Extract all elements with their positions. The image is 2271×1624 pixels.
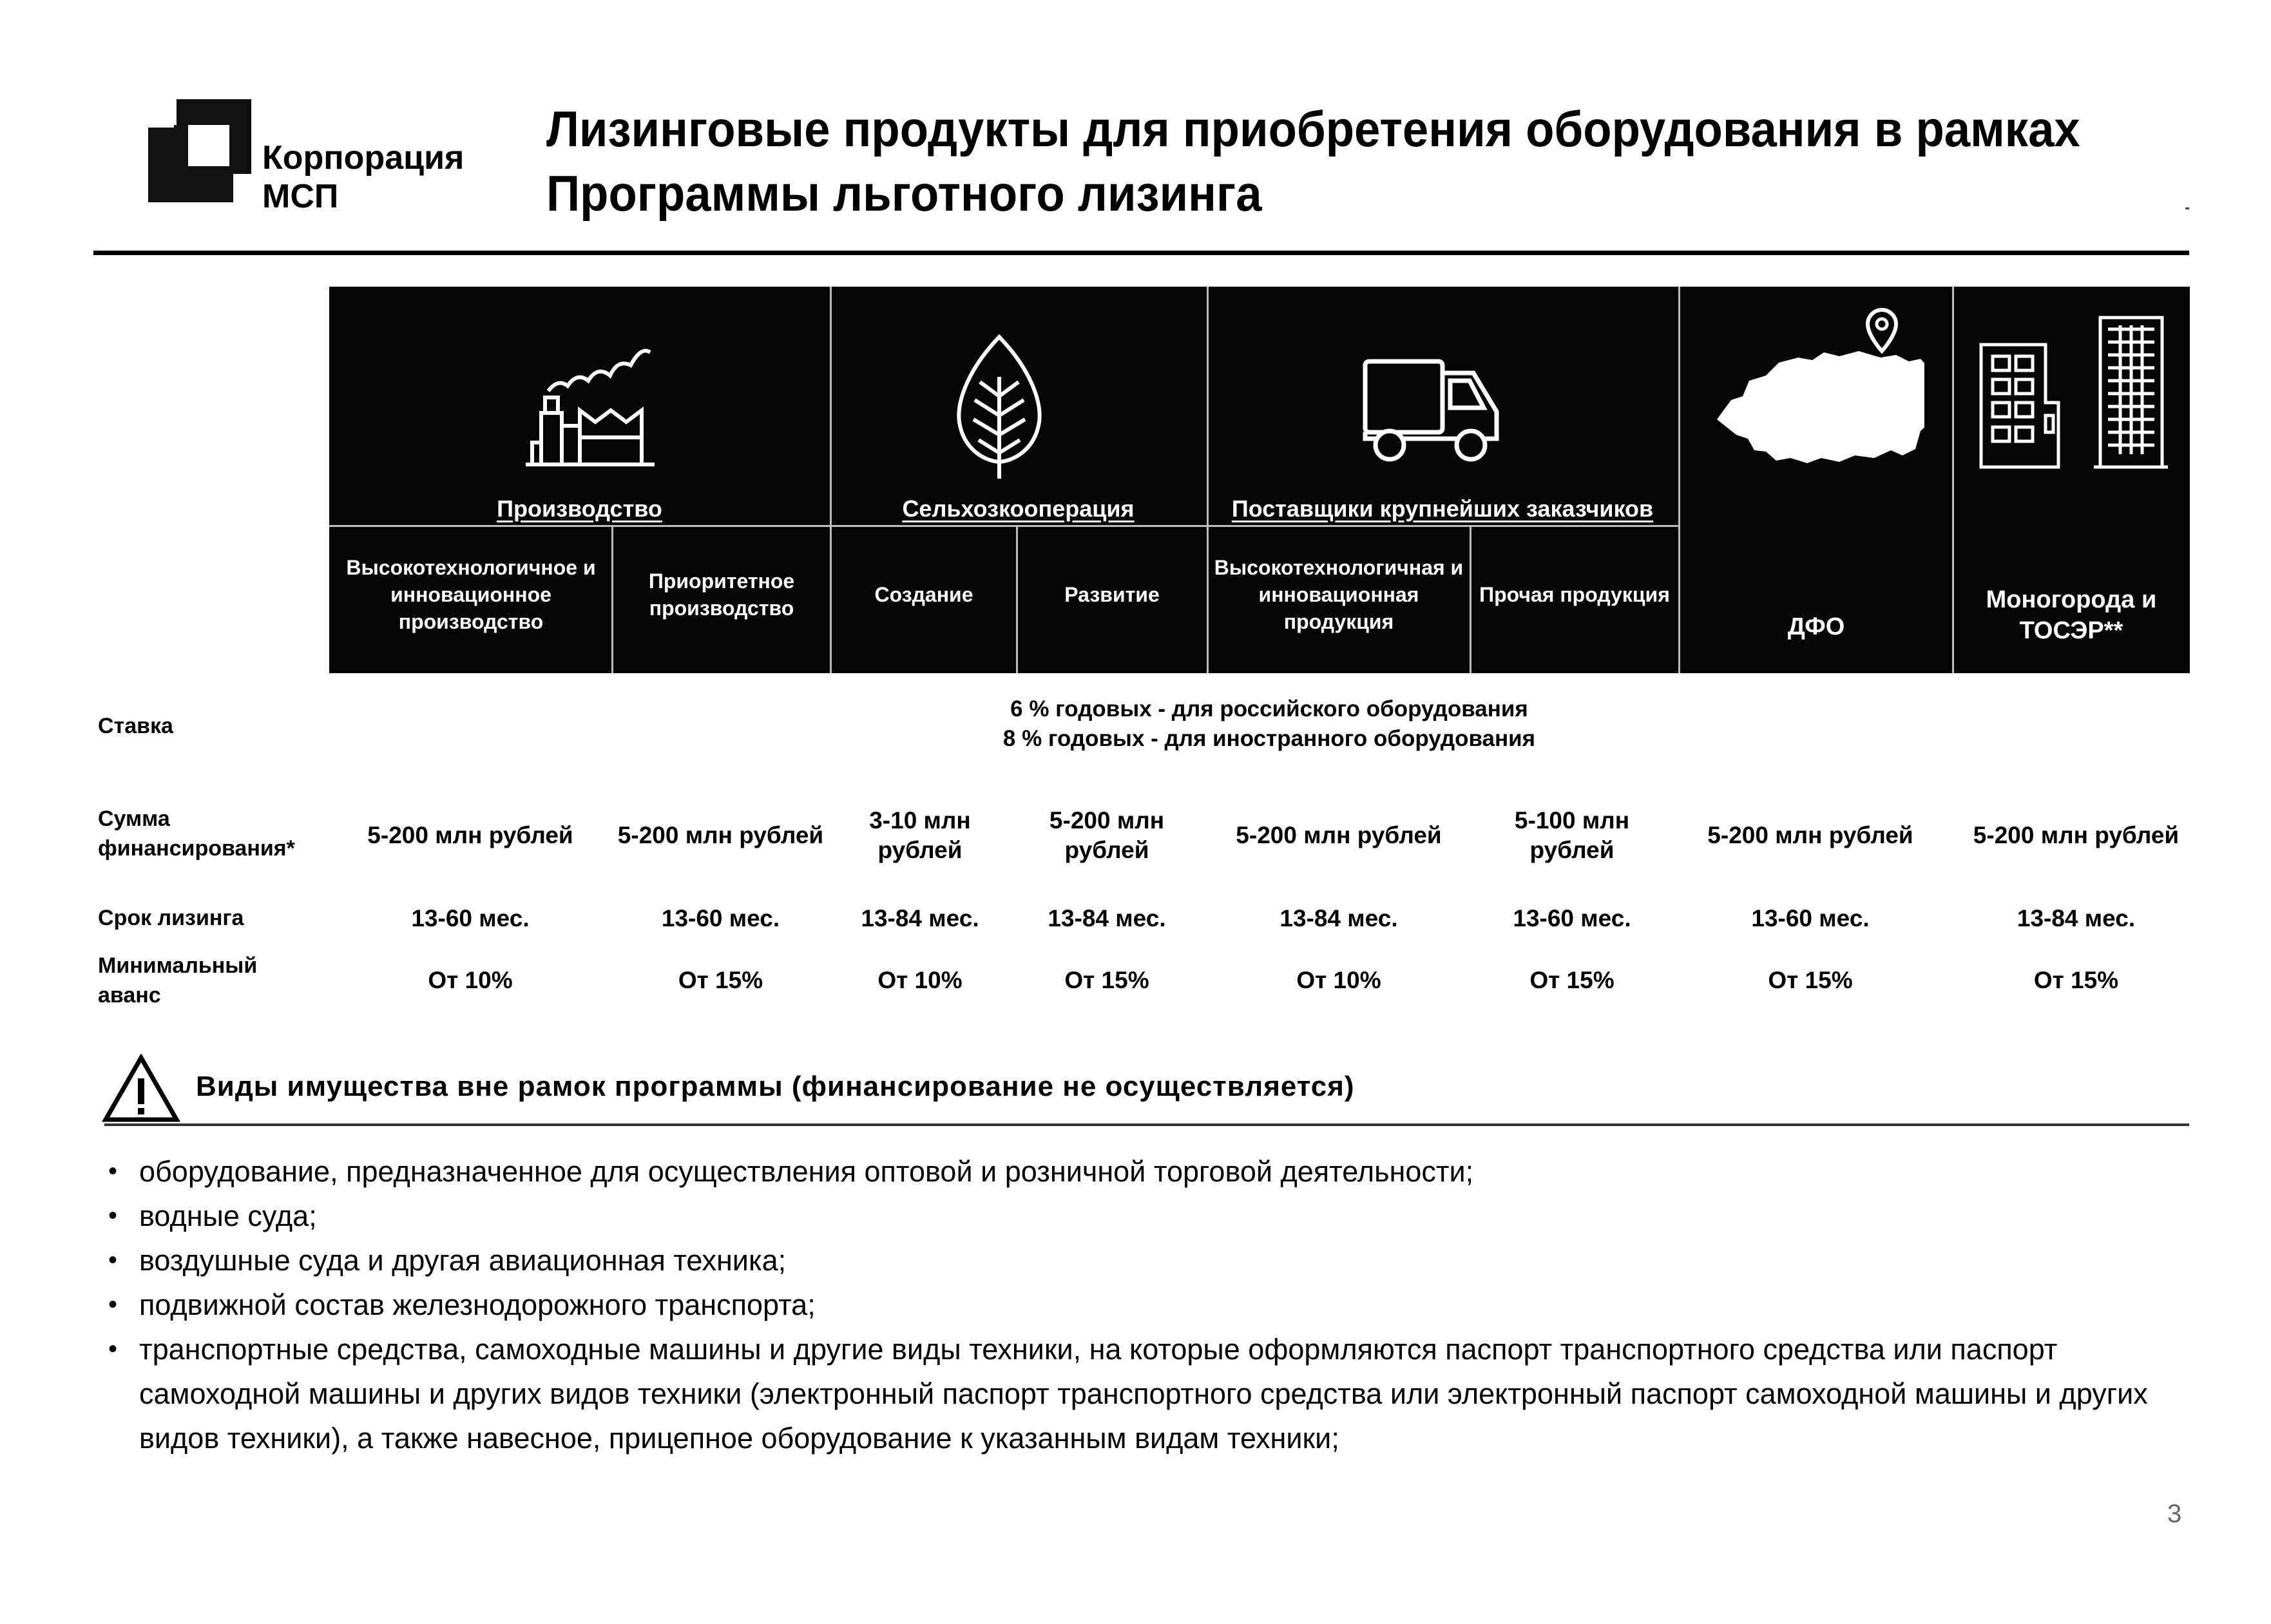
truck-icon: [1360, 354, 1502, 466]
amount-cell: 3-10 млн рублей: [869, 807, 971, 863]
advance-cell: От 10%: [1296, 967, 1381, 993]
column-header: Высокотехнологичная и инновационная продукция: [1214, 556, 1464, 633]
advance-cell: От 10%: [428, 967, 513, 993]
divider: [329, 525, 1678, 527]
amount-cell: 5-200 млн рублей: [367, 822, 573, 848]
page-number: 3: [2167, 1500, 2182, 1528]
logo-text: [262, 139, 464, 216]
warning-triangle-icon: [102, 1054, 180, 1123]
corporation-logo-icon: [148, 99, 251, 202]
term-cell: 13-60 мес.: [1751, 905, 1870, 931]
term-cell: 13-60 мес.: [411, 905, 530, 931]
logo-line2: МСП: [262, 178, 339, 215]
rate-line1: 6 % годовых - для российского оборудования: [1010, 696, 1528, 721]
list-item: • воздушные суда и другая авиационная техника;: [103, 1238, 2165, 1283]
column-header: Приоритетное производство: [648, 569, 795, 620]
page-title: [546, 97, 2080, 225]
row-label-amount: Сумма финансирования*: [98, 807, 295, 861]
amount-cell: 5-200 млн рублей: [1049, 807, 1165, 863]
factory-icon: [526, 314, 655, 468]
divider: [1207, 287, 1209, 673]
rate-line2: 8 % годовых - для иностранного оборудования: [1002, 726, 1536, 751]
group-agri: Сельхозкооперация: [902, 495, 1135, 522]
term-cell: 13-60 мес.: [661, 905, 780, 931]
advance-cell: От 15%: [2033, 967, 2119, 993]
column-header-monotowns: Моногорода и ТОСЭР**: [1986, 586, 2157, 644]
term-cell: 13-84 мес.: [861, 905, 979, 931]
advance-cell: От 15%: [678, 967, 763, 993]
group-suppliers: Поставщики крупнейших заказчиков: [1231, 495, 1654, 522]
term-cell: 13-84 мес.: [1048, 905, 1166, 931]
logo-line1: Корпорация: [262, 139, 465, 177]
title-line2: Программы льготного лизинга: [546, 165, 1262, 222]
header-divider: [93, 251, 2189, 255]
divider: [830, 287, 832, 673]
corner-mark: [2185, 207, 2189, 209]
amount-cell: 5-200 млн рублей: [1973, 822, 2180, 848]
column-header: Прочая продукция: [1479, 583, 1670, 606]
advance-cell: От 15%: [1529, 967, 1615, 993]
column-header-dfo: ДФО: [1787, 613, 1845, 640]
title-line1: Лизинговые продукты для приобретения оборудования в рамках: [546, 100, 2080, 157]
divider: [1470, 526, 1471, 673]
column-header: Создание: [874, 583, 973, 606]
divider: [1016, 526, 1018, 673]
rate-value: [664, 694, 1875, 754]
divider: [1678, 287, 1680, 673]
amount-cell: 5-200 млн рублей: [617, 822, 824, 848]
term-cell: 13-84 мес.: [2017, 905, 2136, 931]
exclusions-divider: [104, 1123, 2189, 1126]
row-label-rate: Ставка: [98, 714, 173, 738]
group-production: Производство: [497, 495, 662, 522]
amount-cell: 5-100 млн рублей: [1514, 807, 1630, 863]
exclusions-title: Виды имущества вне рамок программы (финансирование не осуществляется): [196, 1071, 1355, 1102]
russia-map-pin-icon: [1712, 303, 1924, 477]
divider: [1952, 287, 1954, 673]
advance-cell: От 15%: [1064, 967, 1149, 993]
amount-cell: 5-200 млн рублей: [1236, 822, 1442, 848]
column-header: Высокотехнологичное и инновационное производство: [346, 556, 596, 633]
term-cell: 13-84 мес.: [1279, 905, 1398, 931]
divider: [611, 526, 613, 673]
advance-cell: От 15%: [1768, 967, 1853, 993]
list-item: • водные суда;: [103, 1194, 2165, 1238]
row-label-advance: Минимальный аванс: [98, 953, 258, 1008]
amount-cell: 5-200 млн рублей: [1707, 822, 1913, 848]
leaf-icon: [954, 332, 1044, 480]
row-label-term: Срок лизинга: [98, 906, 244, 930]
list-item: • оборудование, предназначенное для осуществления оптовой и розничной торговой деятельности;: [103, 1149, 2165, 1194]
list-item: • подвижной состав железнодорожного транспорта;: [103, 1283, 2165, 1327]
term-cell: 13-60 мес.: [1513, 905, 1631, 931]
list-item: • транспортные средства, самоходные машины и другие виды техники, на которые оформляются паспорт транспортного средства или паспорт самоходной машины и других видов техники (электронный паспорт транспортного средства или электронный паспорт самоходной машины и других видов техники), а также навесное, прицепное оборудование к указанным видам техники;: [103, 1327, 2165, 1460]
product-header-table: [329, 287, 2190, 673]
city-buildings-icon: [1975, 312, 2168, 470]
column-header: Развитие: [1064, 583, 1160, 606]
exclusions-list: [103, 1149, 2165, 1460]
advance-cell: От 10%: [877, 967, 963, 993]
